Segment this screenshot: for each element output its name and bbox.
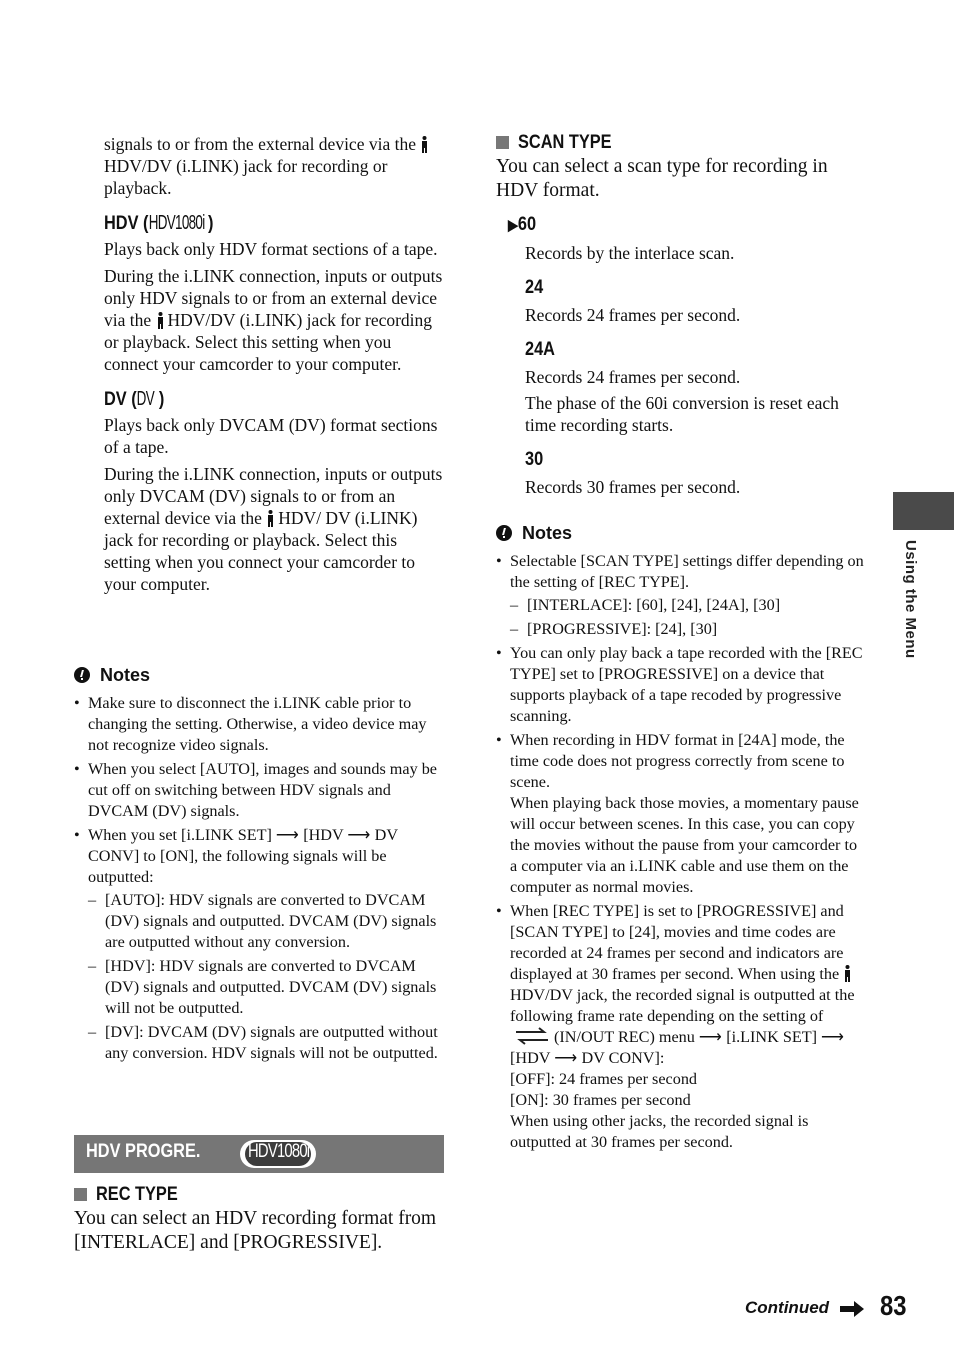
- continued-label: Continued: [745, 1298, 830, 1317]
- arrow-right-icon: ⟶: [698, 1028, 723, 1046]
- square-bullet-icon: [74, 1188, 87, 1201]
- ilink-icon: [156, 312, 165, 329]
- list-item: • Make sure to disconnect the i.LINK cable prior to changing the setting. Otherwise, a video device may not recognize video signals.: [74, 693, 444, 756]
- in-out-rec-menu-icon: [514, 1027, 550, 1045]
- list-item: • When [REC TYPE] is set to [PROGRESSIVE] and [SCAN TYPE] to [24], movies and time codes are recorded at 24 frames per second and indicators are displayed at 30 frames per second. When using the HDV/DV jack, the recorded signal is outputted at the following frame rate depending on the setting of (IN/OUT REC) menu ⟶ [i.LINK SET] ⟶ [HDV ⟶ DV CONV]: [OFF]: 24 frames per second [ON]: 30 frames per second When using other jacks, the recorded signal is outputted at 30 frames per second.: [496, 901, 866, 1153]
- list-item: – [INTERLACE]: [60], [24], [24A], [30]: [510, 595, 866, 616]
- option-24: 24 Records 24 frames per second.: [525, 277, 741, 325]
- intro-paragraph: signals to or from the external device via the HDV/DV (i.LINK) jack for recording or playback.: [104, 133, 444, 199]
- hdv1080i-icon: HDV1080i: [148, 212, 205, 234]
- option-24a: 24A Records 24 frames per second. The phase of the 60i conversion is reset each time recording starts.: [525, 339, 839, 435]
- left-notes: Notes • Make sure to disconnect the i.LINK cable prior to changing the setting. Otherwise, a video device may not recognize video signals. • When you select [AUTO], images and sounds may be cut off on switching between HDV signals and DVCAM (DV) signals. • When you set [i.LINK SET] ⟶ [HDV ⟶ DV CONV] to [ON], the following signals will be outputted: – [AUTO]: HDV signals are converted to DVCAM (DV) signals and outputted. DVCAM (DV) signals are outputted without any conversion. – [HDV]: HDV signals are converted to DVCAM (DV) signals and outputted. DVCAM (DV) signals will not be outputted. – [DV]: DVCAM (DV) signals are outputted without any conversion. HDV signals will not be outputted.: [74, 663, 444, 1067]
- list-item: • You can only play back a tape recorded with the [REC TYPE] set to [PROGRESSIVE] on a device that supports playback of a tape recoded by progressive scanning.: [496, 643, 866, 727]
- list-item: • When you select [AUTO], images and sounds may be cut off on switching between HDV signals and DVCAM (DV) signals.: [74, 759, 444, 822]
- hdv-desc-1: Plays back only HDV format sections of a tape.: [104, 239, 438, 259]
- default-marker-icon: ▶: [508, 217, 518, 234]
- section-header: [74, 1135, 444, 1173]
- list-item: • When recording in HDV format in [24A] mode, the time code does not progress correctly from scene to scene. When playing back those movies, a momentary pause will occur between scenes. In this case, you can copy the movies without the pause from your camcorder to a computer via an i.LINK cable and use them on the computer as normal movies.: [496, 730, 866, 898]
- scan-type-block: [496, 131, 866, 498]
- rec-type-heading: REC TYPE: [74, 1183, 444, 1207]
- rec-type-block: [74, 1183, 444, 1255]
- dv-desc-2: During the i.LINK connection, inputs or outputs only DVCAM (DV) signals to or from an external device via the HDV/ DV (i.LINK) jack for recording or playback. Select this setting when you connect your camcorder to your computer.: [104, 464, 443, 594]
- ilink-icon: [420, 136, 429, 153]
- hdv-desc-2: During the i.LINK connection, inputs or outputs only HDV signals to or from an external device via the HDV/DV (i.LINK) jack for recording or playback. Select this setting when you connect your camcorder to your computer.: [104, 266, 443, 374]
- list-item: – [PROGRESSIVE]: [24], [30]: [510, 619, 866, 640]
- list-item: – [HDV]: HDV signals are converted to DVCAM (DV) signals and outputted. DVCAM (DV) signals will not be outputted.: [88, 956, 444, 1019]
- left-notes-list: [74, 693, 444, 1064]
- arrow-right-icon: ⟶: [347, 826, 371, 844]
- caution-icon: [496, 525, 512, 541]
- page-number: 83: [880, 1290, 907, 1321]
- dv-icon: DV: [136, 388, 154, 410]
- caution-icon: [74, 667, 90, 683]
- hdv-heading: HDV (HDV1080i ): [104, 212, 214, 234]
- list-item: • Selectable [SCAN TYPE] settings differ depending on the setting of [REC TYPE]. – [INTERLACE]: [60], [24], [24A], [30] – [PROGRESSIVE]: [24], [30]: [496, 551, 866, 640]
- arrow-right-icon: ⟶: [275, 826, 300, 844]
- section-title: HDV PROGRE.: [86, 1141, 201, 1162]
- right-notes: Notes • Selectable [SCAN TYPE] settings differ depending on the setting of [REC TYPE]. – [INTERLACE]: [60], [24], [24A], [30] – [PROGRESSIVE]: [24], [30] • You can only play back a tape recorded with the [REC TYPE] set to [PROGRESSIVE] on a device that supports playback of a tape recoded by progressive scanning. • When recording in HDV format in [24A] mode, the time code does not progress correctly from scene to scene. When playing back those movies, a momentary pause will occur between scenes. In this case, you can copy the movies without the pause from your camcorder to a computer via an i.LINK cable and use them on the computer as normal movies. • When [REC TYPE] is set to [PROGRESSIVE] and [SCAN TYPE] to [24], movies and time codes are recorded at 24 frames per second and indicators are displayed at 30 frames per second. When using the HDV/DV jack, the recorded signal is outputted at the following frame rate depending on the setting of (IN/OUT REC) menu ⟶ [i.LINK SET] ⟶ [HDV ⟶ DV CONV]: [OFF]: 24 frames per second [ON]: 30 frames per second When using other jacks, the recorded signal is outputted at 30 frames per second.: [496, 521, 866, 1153]
- ilink-icon: [843, 965, 852, 982]
- continued-arrow-icon: [840, 1301, 864, 1317]
- square-bullet-icon: [496, 136, 509, 149]
- hdv1080i-icon: HDV1080i: [240, 1140, 316, 1168]
- list-item: – [DV]: DVCAM (DV) signals are outputted without any conversion. HDV signals will not be outputted.: [88, 1022, 444, 1064]
- scan-type-heading: SCAN TYPE: [496, 131, 866, 155]
- side-tab-marker: [893, 492, 954, 530]
- dv-desc-1: Plays back only DVCAM (DV) format sections of a tape.: [104, 415, 438, 457]
- scan-type-text: You can select a scan type for recording in HDV format.: [496, 156, 828, 201]
- dv-heading: DV (DV ): [104, 388, 165, 410]
- list-item: • When you set [i.LINK SET] ⟶ [HDV ⟶ DV CONV] to [ON], the following signals will be outputted: – [AUTO]: HDV signals are converted to DVCAM (DV) signals and outputted. DVCAM (DV) signals are outputted without any conversion. – [HDV]: HDV signals are converted to DVCAM (DV) signals and outputted. DVCAM (DV) signals will not be outputted. – [DV]: DVCAM (DV) signals are outputted without any conversion. HDV signals will not be outputted.: [74, 825, 444, 1064]
- ilink-icon: [266, 510, 275, 527]
- option-30: 30 Records 30 frames per second.: [525, 449, 741, 497]
- rec-type-text: You can select an HDV recording format from [INTERLACE] and [PROGRESSIVE].: [74, 1208, 437, 1253]
- scan-options: [508, 213, 866, 498]
- option-60: ▶60 Records by the interlace scan.: [508, 214, 735, 263]
- list-item: – [AUTO]: HDV signals are converted to DVCAM (DV) signals and outputted. DVCAM (DV) signals are outputted without any conversion.: [88, 890, 444, 953]
- arrow-right-icon: ⟶: [554, 1049, 578, 1067]
- footer: [745, 1290, 915, 1330]
- right-notes-list: [496, 551, 866, 1153]
- left-top-block: [104, 133, 444, 595]
- side-tab-label: Using the Menu: [902, 540, 919, 659]
- arrow-right-icon: ⟶: [821, 1028, 845, 1046]
